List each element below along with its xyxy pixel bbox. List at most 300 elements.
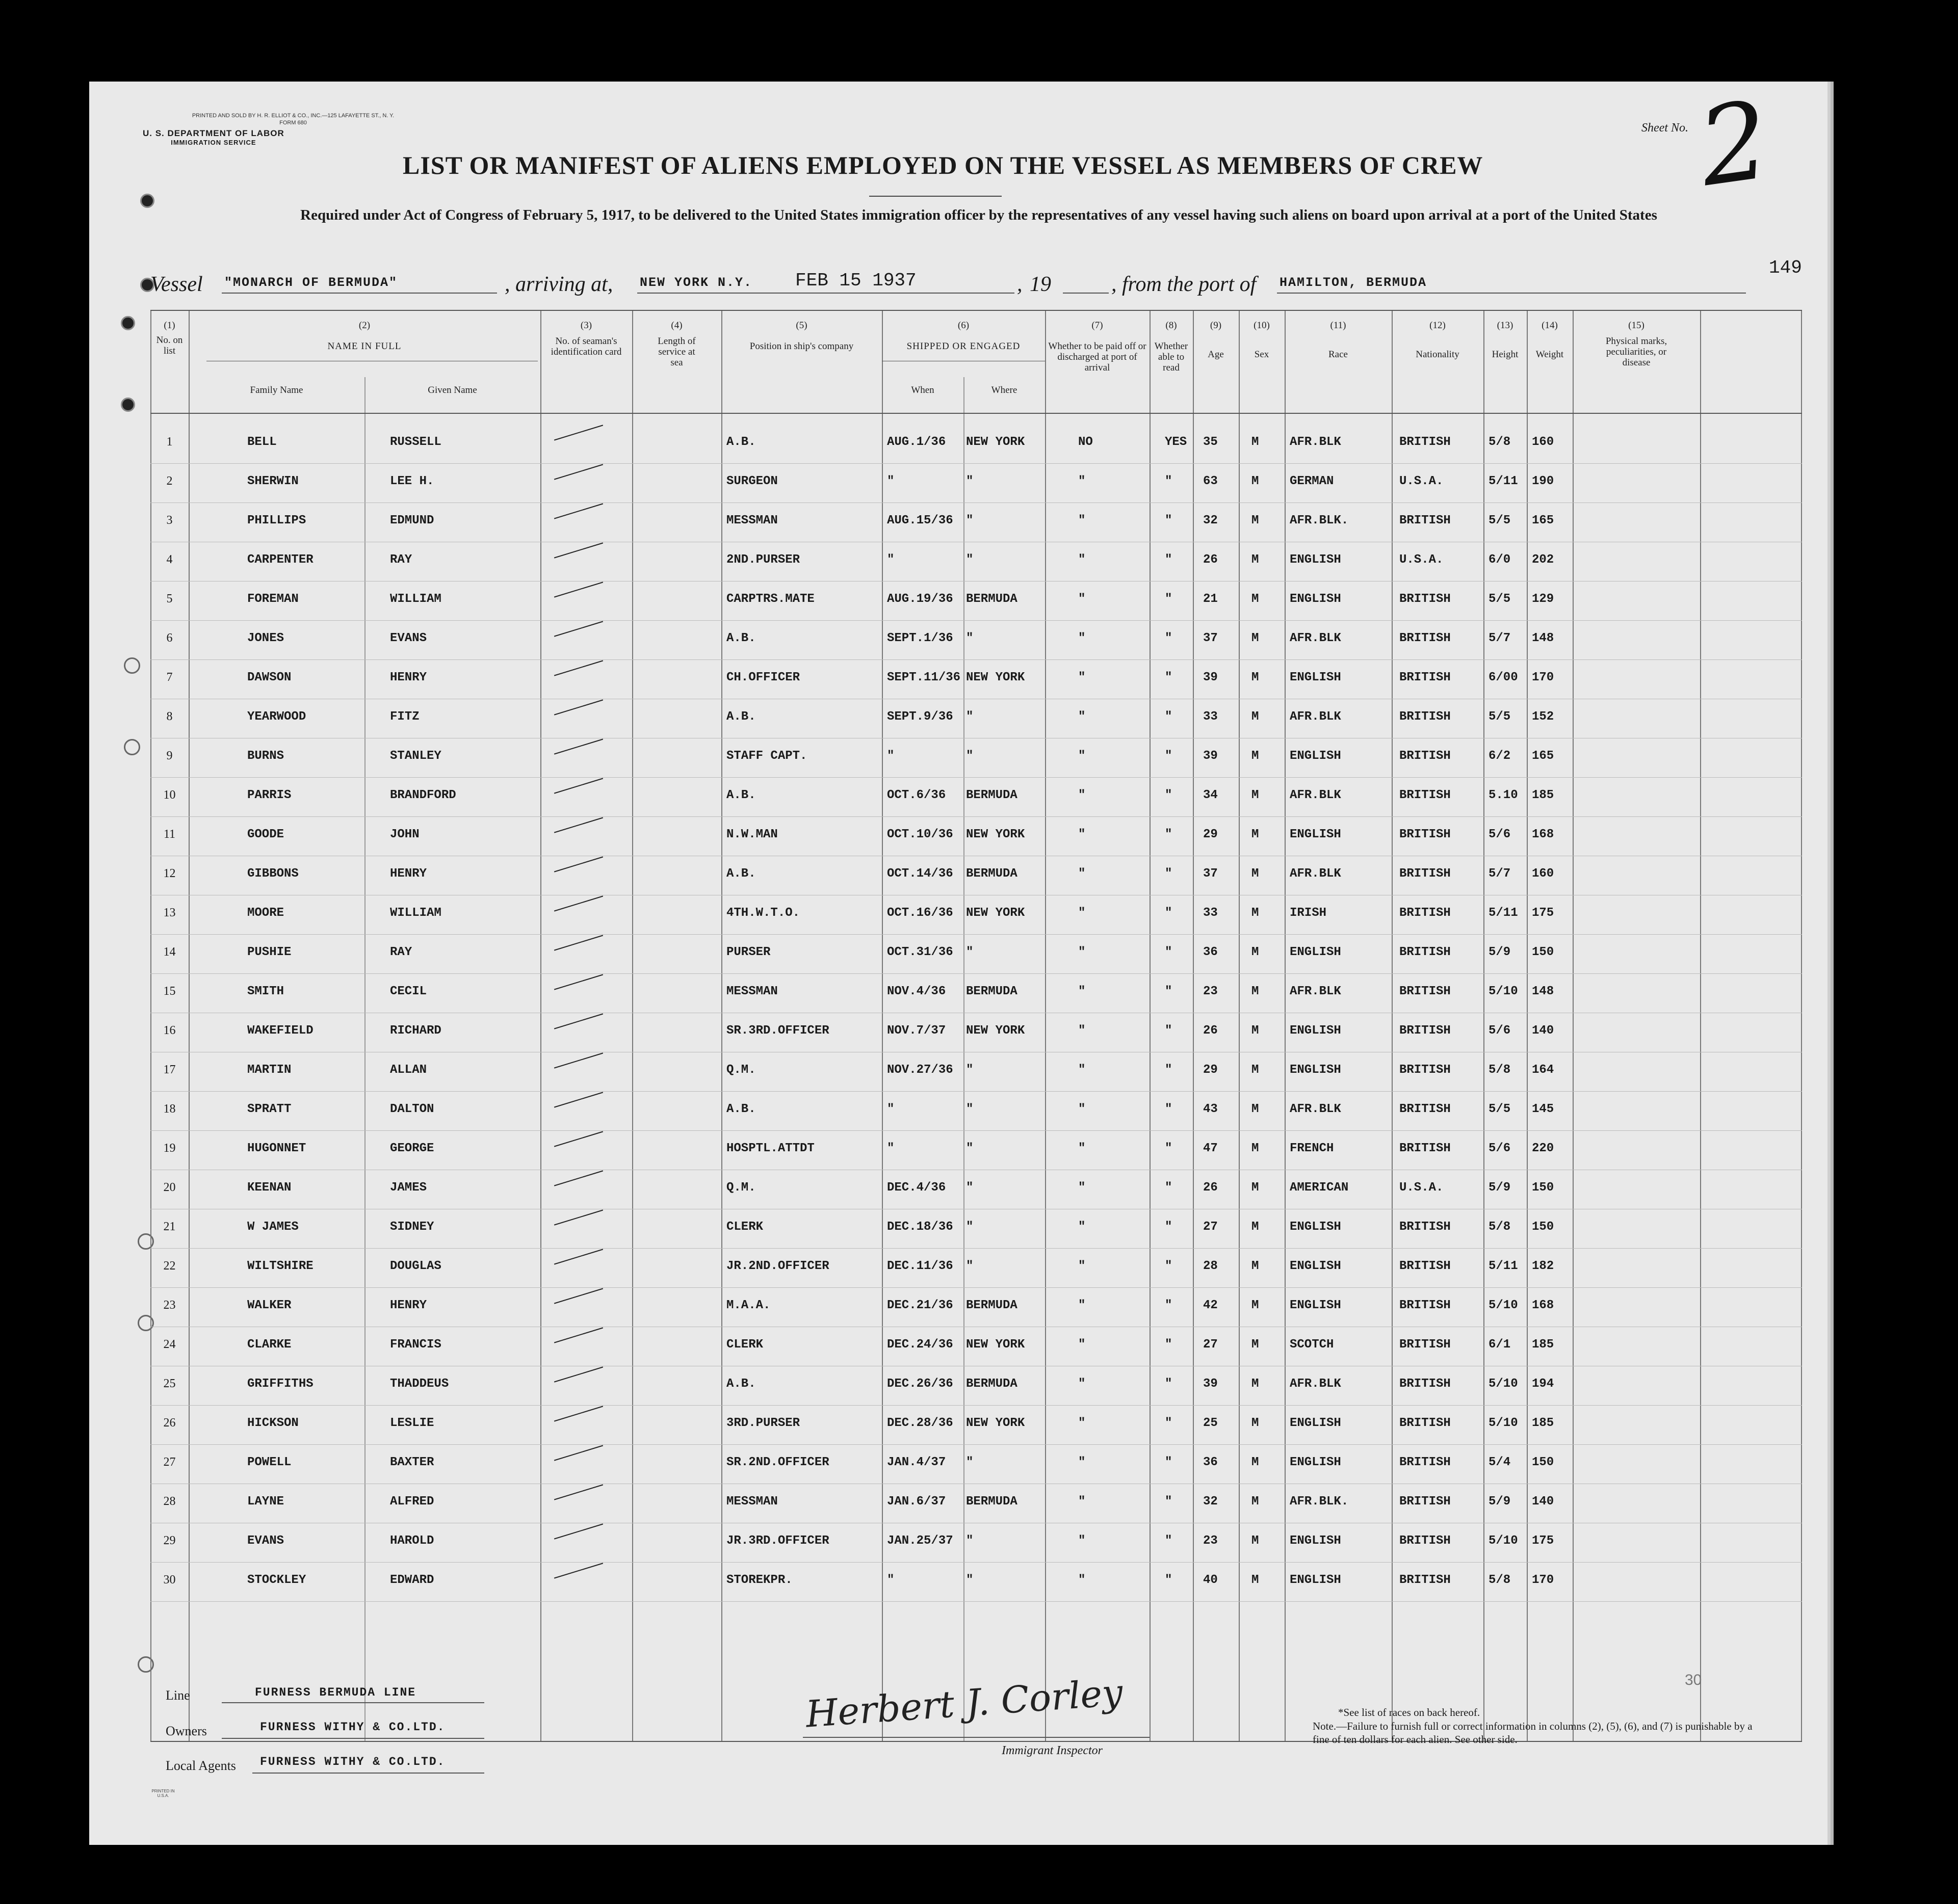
nationality: BRITISH [1399,828,1451,841]
able-to-read: " [1165,1456,1172,1469]
sex: M [1251,1338,1259,1352]
given-name: RICHARD [390,1024,441,1038]
weight: 170 [1532,671,1554,684]
col9-number: (9) [1210,320,1222,331]
local-agents-value: FURNESS WITHY & CO.LTD. [260,1755,446,1768]
family-name-header: Family Name [250,385,303,395]
family-name: KEENAN [247,1181,292,1195]
position: SURGEON [726,474,778,488]
race: AFR.BLK [1290,631,1341,645]
nationality: BRITISH [1399,1573,1451,1587]
row-number: 13 [163,906,176,919]
service-name: IMMIGRATION SERVICE [171,139,256,146]
able-to-read: " [1165,1416,1172,1430]
position: HOSPTL.ATTDT [726,1142,815,1155]
nationality: BRITISH [1399,435,1451,449]
given-name: RUSSELL [390,435,441,449]
given-name: CECIL [390,985,427,998]
sex: M [1251,514,1259,527]
table-row [150,742,1802,781]
weight: 129 [1532,592,1554,606]
sex: M [1251,1534,1259,1548]
arriving-label: , arriving at, [505,273,613,296]
punch-hole [121,316,135,330]
family-name: MARTIN [247,1063,292,1077]
weight: 150 [1532,1456,1554,1469]
nationality: U.S.A. [1399,1181,1444,1195]
family-name: MOORE [247,906,284,920]
weight: 168 [1532,1299,1554,1312]
table-row [150,507,1802,546]
engaged-where: " [966,474,974,488]
row-number: 20 [163,1181,176,1194]
able-to-read: " [1165,1220,1172,1234]
col13-header: Height [1492,349,1519,360]
nationality: BRITISH [1399,1299,1451,1312]
given-name: EVANS [390,631,427,645]
weight: 182 [1532,1259,1554,1273]
col8-number: (8) [1165,320,1177,331]
able-to-read: " [1165,592,1172,606]
col4-header: Length of service at sea [658,336,696,368]
family-name: GOODE [247,828,284,841]
age: 32 [1203,514,1218,527]
race: AFR.BLK [1290,1377,1341,1391]
nationality: BRITISH [1399,906,1451,920]
col7-number: (7) [1091,320,1103,331]
given-name: HENRY [390,1299,427,1312]
nationality: BRITISH [1399,945,1451,959]
paid-off: " [1078,1220,1086,1234]
row-number: 8 [166,710,173,723]
height: 5/7 [1489,631,1511,645]
able-to-read: " [1165,1063,1172,1077]
race: ENGLISH [1290,945,1341,959]
able-to-read: " [1165,514,1172,527]
height: 5/11 [1489,906,1518,920]
given-name: SIDNEY [390,1220,434,1234]
position: MESSMAN [726,514,778,527]
given-name: HENRY [390,671,427,684]
family-name: LAYNE [247,1495,284,1509]
height: 5/5 [1489,592,1511,606]
able-to-read: " [1165,474,1172,488]
family-name: CARPENTER [247,553,314,567]
weight: 170 [1532,1573,1554,1587]
height: 5/10 [1489,1416,1518,1430]
col3-header: No. of seaman's identification card [551,336,622,357]
col12-number: (12) [1429,320,1446,331]
given-name: EDMUND [390,514,434,527]
nationality: BRITISH [1399,1495,1451,1509]
col4-number: (4) [671,320,683,331]
position: CLERK [726,1220,764,1234]
age: 26 [1203,1181,1218,1195]
family-name: POWELL [247,1456,292,1469]
engaged-when: " [887,474,895,488]
height: 5/11 [1489,1259,1518,1273]
engaged-when: NOV.27/36 [887,1063,953,1077]
inspector-label: Immigrant Inspector [1002,1744,1103,1757]
weight: 175 [1532,1534,1554,1548]
race: ENGLISH [1290,1416,1341,1430]
engaged-when: " [887,553,895,567]
table-row [150,585,1802,624]
paid-off: NO [1078,435,1093,449]
engaged-where: " [966,1259,974,1273]
col6-header: SHIPPED OR ENGAGED [906,341,1021,352]
race: AFR.BLK [1290,788,1341,802]
row-number: 6 [166,631,173,645]
engaged-where: BERMUDA [966,1299,1017,1312]
able-to-read: " [1165,1338,1172,1352]
position: JR.2ND.OFFICER [726,1259,829,1273]
sex: M [1251,1416,1259,1430]
position: M.A.A. [726,1299,771,1312]
owners-value: FURNESS WITHY & CO.LTD. [260,1721,446,1734]
nationality: BRITISH [1399,1024,1451,1038]
page-title: LIST OR MANIFEST OF ALIENS EMPLOYED ON THE VESSEL AS MEMBERS OF CREW [403,151,1483,179]
family-name: CLARKE [247,1338,292,1352]
family-name: JONES [247,631,284,645]
family-name: BELL [247,435,277,449]
engaged-where: " [966,1220,974,1234]
manifest-sheet [89,77,1828,1845]
able-to-read: " [1165,828,1172,841]
paid-off: " [1078,985,1086,998]
sex: M [1251,1220,1259,1234]
height: 5/5 [1489,1102,1511,1116]
engaged-where: BERMUDA [966,985,1017,998]
sex: M [1251,1181,1259,1195]
age: 34 [1203,788,1218,802]
able-to-read: " [1165,671,1172,684]
nationality: U.S.A. [1399,474,1444,488]
height: 5.10 [1489,788,1518,802]
height: 6/00 [1489,671,1518,684]
line-label: Line [166,1688,190,1703]
able-to-read: " [1165,1102,1172,1116]
table-header [150,311,1802,414]
height: 5/9 [1489,945,1511,959]
arriving-port: NEW YORK N.Y. [640,275,753,290]
engaged-when: JAN.4/37 [887,1456,946,1469]
paid-off: " [1078,867,1086,881]
row-number: 5 [166,592,173,605]
given-name: WILLIAM [390,906,441,920]
race: AMERICAN [1290,1181,1349,1195]
race: ENGLISH [1290,1534,1341,1548]
family-name: YEARWOOD [247,710,306,724]
engaged-when: OCT.6/36 [887,788,946,802]
sex: M [1251,749,1259,763]
paid-off: " [1078,553,1086,567]
sex: M [1251,906,1259,920]
position: CH.OFFICER [726,671,800,684]
sheet-no-label: Sheet No. [1641,121,1688,135]
position: A.B. [726,1377,756,1391]
pencil-count: 30 [1685,1672,1702,1688]
sex: M [1251,1063,1259,1077]
able-to-read: " [1165,867,1172,881]
position: A.B. [726,710,756,724]
paid-off: " [1078,1024,1086,1038]
engaged-when: DEC.4/36 [887,1181,946,1195]
family-name: BURNS [247,749,284,763]
department-name: U. S. DEPARTMENT OF LABOR [143,128,284,138]
race: AFR.BLK [1290,435,1341,449]
sex: M [1251,1102,1259,1116]
table-row [150,1056,1802,1095]
weight: 165 [1532,514,1554,527]
age: 39 [1203,1377,1218,1391]
row-number: 18 [163,1102,176,1116]
given-name: FRANCIS [390,1338,441,1352]
paid-off: " [1078,788,1086,802]
race: ENGLISH [1290,592,1341,606]
table-row [150,1213,1802,1252]
row-number: 2 [166,474,173,488]
arrival-date-stamp: FEB 15 1937 [795,270,917,291]
table-row [150,1095,1802,1134]
row-number: 26 [163,1416,176,1430]
paid-off: " [1078,1377,1086,1391]
from-port: HAMILTON, BERMUDA [1280,275,1427,290]
nationality: BRITISH [1399,1142,1451,1155]
engaged-where: BERMUDA [966,592,1017,606]
height: 6/1 [1489,1338,1511,1352]
family-name: WALKER [247,1299,292,1312]
nationality: BRITISH [1399,710,1451,724]
col11-number: (11) [1330,320,1346,331]
col15-header: Physical marks, peculiarities, or disease [1605,336,1667,368]
position: MESSMAN [726,985,778,998]
able-to-read: " [1165,749,1172,763]
race: ENGLISH [1290,1299,1341,1312]
given-name: ALLAN [390,1063,427,1077]
table-row [150,781,1802,821]
punch-hole [121,398,135,412]
height: 5/6 [1489,828,1511,841]
weight: 145 [1532,1102,1554,1116]
family-name: STOCKLEY [247,1573,306,1587]
able-to-read: " [1165,1299,1172,1312]
sex: M [1251,671,1259,684]
engaged-where: NEW YORK [966,1024,1025,1038]
given-name: THADDEUS [390,1377,449,1391]
paid-off: " [1078,1063,1086,1077]
age: 36 [1203,945,1218,959]
col10-header: Sex [1254,349,1269,360]
able-to-read: " [1165,1024,1172,1038]
nationality: BRITISH [1399,1456,1451,1469]
height: 5/6 [1489,1142,1511,1155]
able-to-read: " [1165,985,1172,998]
row-number: 17 [163,1063,176,1076]
weight: 185 [1532,1338,1554,1352]
nationality: BRITISH [1399,1377,1451,1391]
family-name: PHILLIPS [247,514,306,527]
race: SCOTCH [1290,1338,1334,1352]
age: 26 [1203,1024,1218,1038]
engaged-where: " [966,749,974,763]
given-name: LESLIE [390,1416,434,1430]
race: ENGLISH [1290,671,1341,684]
paid-off: " [1078,631,1086,645]
col12-header: Nationality [1416,349,1459,360]
able-to-read: " [1165,1534,1172,1548]
engaged-where: " [966,1181,974,1195]
given-name: DALTON [390,1102,434,1116]
paid-off: " [1078,1456,1086,1469]
weight: 160 [1532,435,1554,449]
nationality: BRITISH [1399,592,1451,606]
race: ENGLISH [1290,553,1341,567]
given-name: LEE H. [390,474,434,488]
height: 5/11 [1489,474,1518,488]
paid-off: " [1078,671,1086,684]
engaged-where: BERMUDA [966,1495,1017,1509]
row-number: 27 [163,1456,176,1469]
engaged-when: DEC.24/36 [887,1338,953,1352]
family-name: GIBBONS [247,867,299,881]
engaged-when: SEPT.1/36 [887,631,953,645]
nationality: U.S.A. [1399,553,1444,567]
family-name: EVANS [247,1534,284,1548]
nationality: BRITISH [1399,1102,1451,1116]
row-number: 22 [163,1259,176,1273]
row-number: 14 [163,945,176,959]
table-row [150,467,1802,507]
family-name: W JAMES [247,1220,299,1234]
weight: 164 [1532,1063,1554,1077]
age: 42 [1203,1299,1218,1312]
engaged-when: OCT.31/36 [887,945,953,959]
position: STOREKPR. [726,1573,793,1587]
row-number: 12 [163,867,176,880]
page-subtitle: Required under Act of Congress of February 5, 1917, to be delivered to the United States immigration officer by the representatives of any vessel having such aliens on board upon arrival at a port of the United States [300,207,1657,223]
engaged-where: NEW YORK [966,671,1025,684]
height: 5/9 [1489,1181,1511,1195]
nationality: BRITISH [1399,1063,1451,1077]
age: 23 [1203,1534,1218,1548]
where-header: Where [991,385,1017,395]
table-row [150,1527,1802,1566]
able-to-read: " [1165,788,1172,802]
engaged-where: NEW YORK [966,435,1025,449]
row-number: 30 [163,1573,176,1586]
engaged-when: NOV.4/36 [887,985,946,998]
table-row [150,1566,1802,1605]
sex: M [1251,553,1259,567]
given-name: EDWARD [390,1573,434,1587]
weight: 185 [1532,1416,1554,1430]
row-number: 1 [166,435,173,448]
col14-header: Weight [1535,349,1564,360]
height: 5/9 [1489,1495,1511,1509]
height: 5/10 [1489,1534,1518,1548]
vessel-line: Vessel "MONARCH OF BERMUDA" , arriving at, NEW YORK N.Y. FEB 15 1937 , 19 , from the port of HAMILTON, BERMUDA [150,268,1782,299]
position: N.W.MAN [726,828,778,841]
height: 5/4 [1489,1456,1511,1469]
position: 4TH.W.T.O. [726,906,800,920]
sex: M [1251,985,1259,998]
col2-header: NAME IN FULL [327,341,402,352]
row-number: 28 [163,1495,176,1508]
table-row [150,1134,1802,1174]
engaged-where: " [966,631,974,645]
position: CARPTRS.MATE [726,592,815,606]
family-name: WAKEFIELD [247,1024,314,1038]
able-to-read: YES [1165,435,1187,449]
engaged-where: " [966,1573,974,1587]
sex: M [1251,1024,1259,1038]
nationality: BRITISH [1399,985,1451,998]
table-row [150,1409,1802,1448]
weight: 150 [1532,945,1554,959]
year-label: 19 [1030,273,1051,296]
vessel-name: "MONARCH OF BERMUDA" [224,275,398,290]
able-to-read: " [1165,553,1172,567]
races-note: *See list of races on back hereof. [1338,1706,1480,1718]
weight: 165 [1532,749,1554,763]
race: GERMAN [1290,474,1334,488]
position: MESSMAN [726,1495,778,1509]
col5-number: (5) [796,320,807,331]
able-to-read: " [1165,945,1172,959]
penalty-note: Note.—Failure to furnish full or correct information in columns (2), (5), (6), and (7) is punishable by a fine of ten dollars for each alien. See other side. [1313,1720,1753,1746]
paid-off: " [1078,1142,1086,1155]
engaged-where: " [966,710,974,724]
nationality: BRITISH [1399,1259,1451,1273]
title-rule [869,196,1002,197]
paid-off: " [1078,906,1086,920]
sex: M [1251,1299,1259,1312]
given-name: STANLEY [390,749,441,763]
engaged-when: JAN.25/37 [887,1534,953,1548]
age: 39 [1203,749,1218,763]
paid-off: " [1078,1299,1086,1312]
engaged-when: DEC.18/36 [887,1220,953,1234]
col7-header: Whether to be paid off or discharged at port of arrival [1048,341,1146,373]
engaged-where: " [966,1102,974,1116]
nationality: BRITISH [1399,1534,1451,1548]
height: 5/8 [1489,1220,1511,1234]
given-name: WILLIAM [390,592,441,606]
position: 2ND.PURSER [726,553,800,567]
able-to-read: " [1165,1573,1172,1587]
table-row [150,821,1802,860]
sex: M [1251,1456,1259,1469]
footer [166,1671,1797,1835]
position: A.B. [726,631,756,645]
height: 5/5 [1489,710,1511,724]
inspector-signature: Herbert J. Corley [804,1671,1125,1736]
able-to-read: " [1165,1377,1172,1391]
col3-number: (3) [580,320,592,331]
weight: 140 [1532,1024,1554,1038]
table-row [150,860,1802,899]
height: 6/0 [1489,553,1511,567]
race: AFR.BLK [1290,710,1341,724]
line-value: FURNESS BERMUDA LINE [255,1686,416,1699]
engaged-when: DEC.26/36 [887,1377,953,1391]
position: A.B. [726,435,756,449]
row-number: 23 [163,1299,176,1312]
height: 5/7 [1489,867,1511,881]
race: ENGLISH [1290,828,1341,841]
sex: M [1251,474,1259,488]
